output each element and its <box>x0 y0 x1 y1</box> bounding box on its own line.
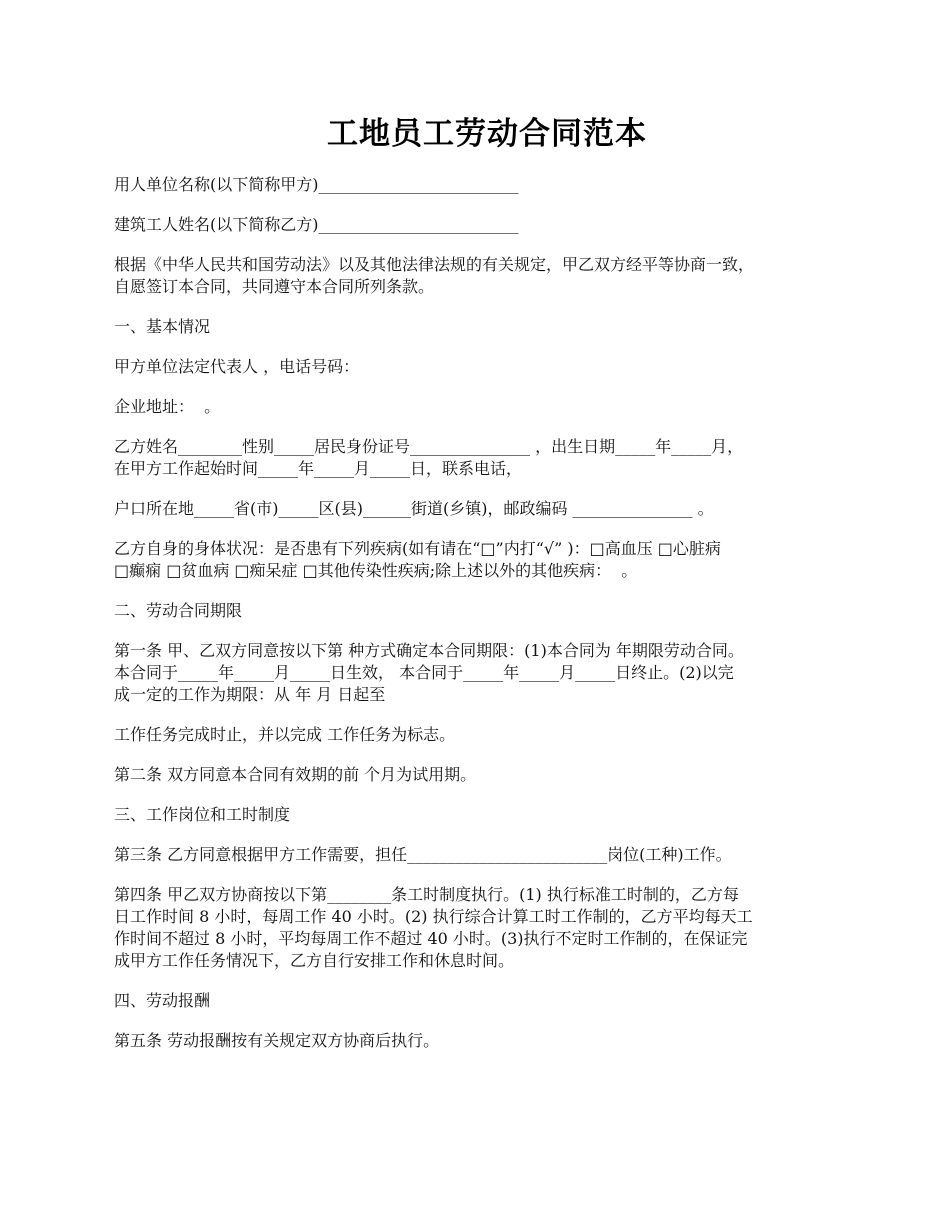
text-line: 第二条 双方同意本合同有效期的前 个月为试用期。 <box>114 765 477 784</box>
paragraph <box>114 804 860 826</box>
paragraph <box>114 498 860 520</box>
text-line: 建筑工人姓名(以下简称乙方)_________________________ <box>114 215 519 234</box>
paragraph <box>114 1030 860 1052</box>
paragraph <box>114 884 860 972</box>
text-line: 本合同于_____年_____月_____日生效， 本合同于_____年_____月_____日终止。(2)以完 <box>114 663 734 682</box>
text-line: 作时间不超过 8 小时，平均每周工作不超过 40 小时。(3)执行不定时工作制的，在保证完 <box>114 929 748 948</box>
text-line: □癫痫 □贫血病 □痴呆症 □其他传染性疾病;除上述以外的其他疾病： 。 <box>114 561 638 580</box>
paragraph <box>114 214 860 236</box>
text-line: 四、劳动报酬 <box>114 991 211 1010</box>
paragraph <box>114 538 860 582</box>
paragraph <box>114 640 860 706</box>
text-line: 乙方自身的身体状况：是否患有下列疾病(如有请在“□”内打“√” )：□高血压 □心脏病 <box>114 539 721 558</box>
text-line: 甲方单位法定代表人 ，电话号码： <box>114 357 360 376</box>
paragraph <box>114 174 860 196</box>
paragraph <box>114 600 860 622</box>
text-line: 第五条 劳动报酬按有关规定双方协商后执行。 <box>114 1031 440 1050</box>
paragraph <box>114 254 860 298</box>
text-line: 根据《中华人民共和国劳动法》以及其他法律法规的有关规定，甲乙双方经平等协商一致， <box>114 255 755 274</box>
text-line: 第三条 乙方同意根据甲方工作需要，担任_________________________岗位(工种)工作。 <box>114 845 732 864</box>
paragraph <box>114 316 860 338</box>
text-line: 二、劳动合同期限 <box>114 601 243 620</box>
document-title: 工地员工劳动合同范本 <box>327 116 647 152</box>
text-line: 工作任务完成时止，并以完成 工作任务为标志。 <box>114 725 456 744</box>
paragraph <box>114 764 860 786</box>
text-line: 一、基本情况 <box>114 317 211 336</box>
text-line: 户口所在地_____省(市)_____区(县)______街道(乡镇)，邮政编码 _______________ 。 <box>114 499 714 518</box>
text-line: 用人单位名称(以下简称甲方)_________________________ <box>114 175 519 194</box>
text-line: 成一定的工作为期限：从 年 月 日起至 <box>114 685 386 704</box>
paragraph <box>114 844 860 866</box>
paragraph <box>114 436 860 480</box>
paragraph <box>114 990 860 1012</box>
text-line: 成甲方工作任务情况下，乙方自行安排工作和休息时间。 <box>114 951 515 970</box>
text-line: 三、工作岗位和工时制度 <box>114 805 291 824</box>
paragraph <box>114 724 860 746</box>
document-body <box>114 174 860 1052</box>
text-line: 日工作时间 8 小时，每周工作 40 小时。(2) 执行综合计算工时工作制的，乙方平均每天工 <box>114 907 753 926</box>
text-line: 在甲方工作起始时间_____年_____月_____日，联系电话， <box>114 459 523 478</box>
paragraph <box>114 396 860 418</box>
text-line: 第一条 甲、乙双方同意按以下第 种方式确定本合同期限：(1)本合同为 年期限劳动合同。 <box>114 641 744 660</box>
text-line: 自愿签订本合同，共同遵守本合同所列条款。 <box>114 277 435 296</box>
paragraph <box>114 356 860 378</box>
text-line: 第四条 甲乙双方协商按以下第________条工时制度执行。(1) 执行标准工时制的，乙方每 <box>114 885 739 904</box>
text-line: 企业地址： 。 <box>114 397 221 416</box>
text-line: 乙方姓名________性别_____居民身份证号_______________ ，出生日期_____年_____月， <box>114 437 744 456</box>
